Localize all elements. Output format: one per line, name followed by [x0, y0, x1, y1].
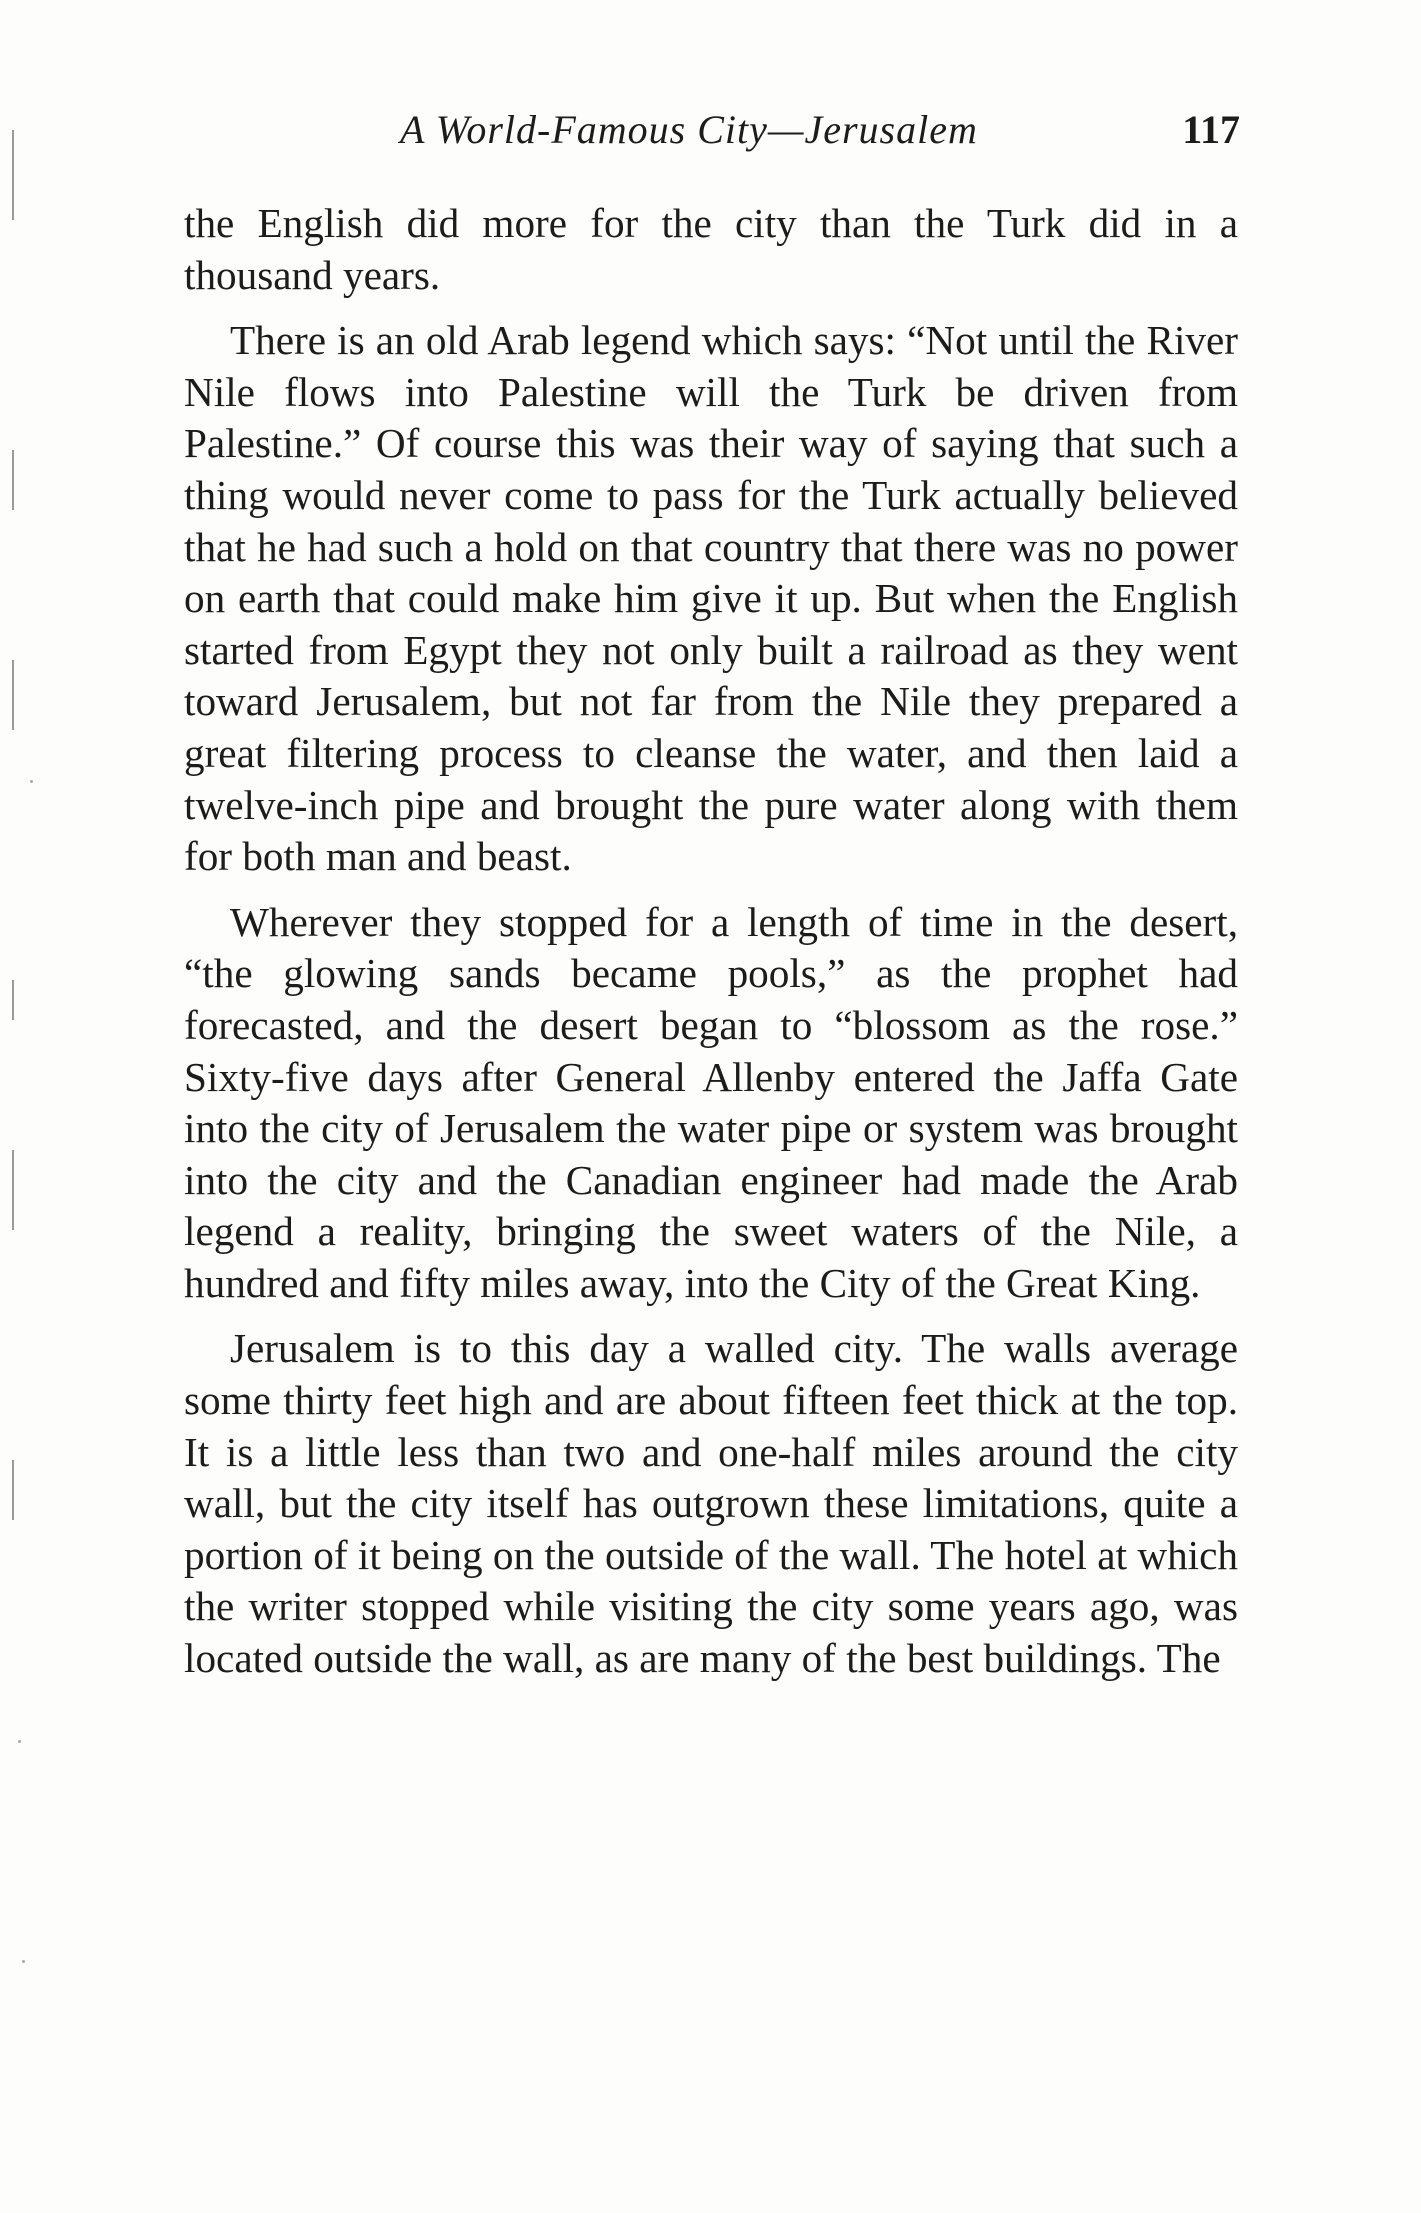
scan-edge-mark	[12, 660, 14, 730]
scan-edge-mark	[12, 1460, 14, 1520]
running-head: A World-Famous City—Jerusalem	[400, 107, 978, 152]
scan-edge-mark	[12, 130, 14, 220]
scan-speck	[18, 1740, 21, 1743]
paragraph: Jerusalem is to this day a walled city. The walls average some thirty feet high and are about fifteen feet thick at the top. It is a little less than two and one-half miles around the city wall, but the city itself has outgrown these limitations, quite a portion of it being on the outside of the wall. The hotel at which the writer stopped while visiting the city some years ago, was located outside the wall, as are many of the best buildings. The	[184, 1325, 1238, 1682]
scan-edge-mark	[12, 1150, 14, 1230]
scan-speck	[30, 780, 33, 783]
scan-edge-mark	[12, 450, 14, 510]
paragraph: Wherever they stopped for a length of time in the desert, “the glowing sands became pools,” as the prophet had forecasted, and the desert began to “blossom as the rose.” Sixty-five days after General Allenby entered the Jaffa Gate into the city of Jerusalem the water pipe or system was brought into the city and the Canadian engineer had made the Arab legend a reality, bringing the sweet waters of the Nile, a hundred and fifty miles away, into the City of the Great King.	[184, 898, 1238, 1306]
paragraph: the English did more for the city than the Turk did in a thousand years.	[184, 200, 1238, 298]
scan-speck	[22, 1960, 25, 1963]
body-text	[184, 198, 1238, 1685]
page-number: 117	[1182, 107, 1240, 152]
paragraph: There is an old Arab legend which says: “Not until the River Nile flows into Palestine will the Turk be driven from Palestine.” Of course this was their way of saying that such a thing would never come to pass for the Turk actually believed that he had such a hold on that country that there was no power on earth that could make him give it up. But when the English started from Egypt they not only built a railroad as they went toward Jerusalem, but not far from the Nile they prepared a great filtering process to cleanse the water, and then laid a twelve-inch pipe and brought the pure water along with them for both man and beast.	[184, 317, 1238, 880]
page-header	[180, 106, 1240, 162]
scan-edge-mark	[12, 980, 14, 1020]
